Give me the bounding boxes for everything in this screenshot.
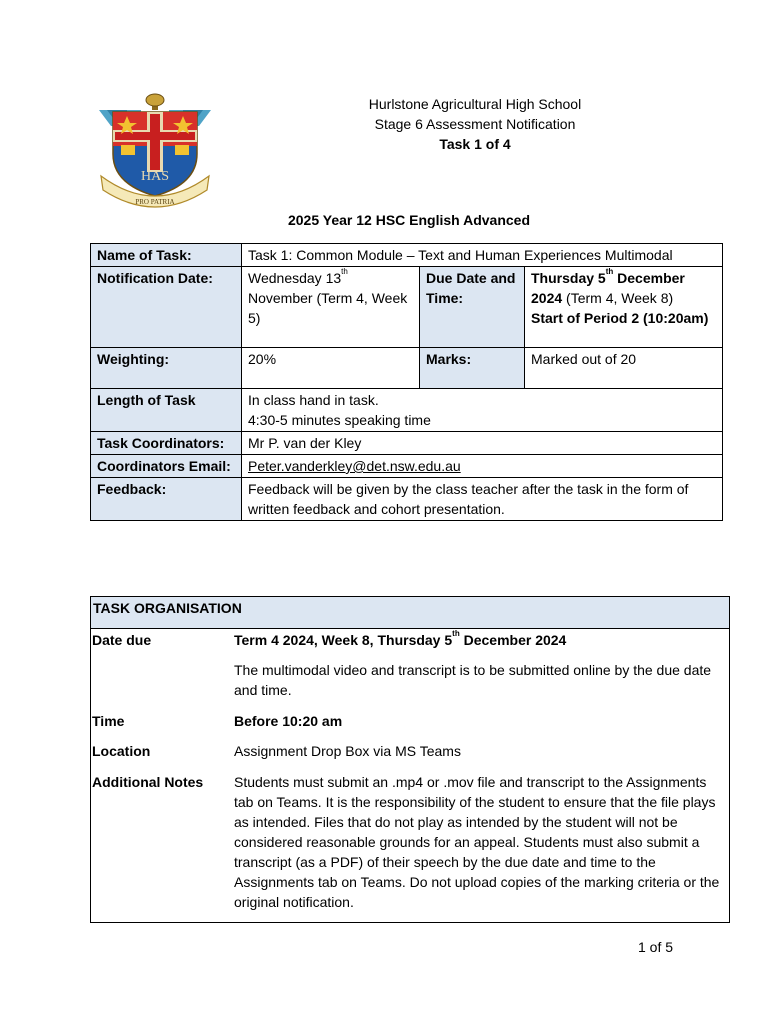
svg-text:HAS: HAS <box>140 169 170 184</box>
notes-label: Additional Notes <box>92 774 204 790</box>
coordinators-value: Mr P. van der Kley <box>242 432 723 455</box>
document-header <box>330 94 620 154</box>
table-row <box>91 267 723 348</box>
table-row <box>91 389 723 432</box>
task-organisation-table <box>90 596 730 923</box>
name-label: Name of Task: <box>91 244 242 267</box>
weighting-value: 20% <box>242 348 420 389</box>
notes-value: Students must submit an .mp4 or .mov file and transcript to the Assignments tab on Teams. It is the responsibility of the student to ensure that the file plays as intended. Files that do not play as intended by the student will not be considered reasonable grounds for an appeal. Students must also submit a transcript (as a PDF) of their speech by the due date and time to the Assignments tab on Teams. Do not upload copies of the marking criteria or the original notification. <box>234 774 720 910</box>
time-label: Time <box>92 713 125 729</box>
table-row <box>91 711 729 731</box>
table-row <box>91 772 729 912</box>
school-crest-logo <box>97 92 213 212</box>
location-value: Assignment Drop Box via MS Teams <box>234 743 461 759</box>
marks-label: Marks: <box>420 348 525 389</box>
feedback-value: Feedback will be given by the class teacher after the task in the form of written feedback and cohort presentation. <box>242 478 723 521</box>
table-row <box>91 455 723 478</box>
location-label: Location <box>92 743 151 759</box>
time-value: Before 10:20 am <box>234 713 343 729</box>
svg-text:PRO PATRIA: PRO PATRIA <box>135 198 175 206</box>
due-value: Thursday 5th December 2024 (Term 4, Week 8) Start of Period 2 (10:20am) <box>525 267 723 348</box>
length-value: In class hand in task. 4:30-5 minutes speaking time <box>242 389 723 432</box>
coordinators-label: Task Coordinators: <box>91 432 242 455</box>
table-row <box>91 244 723 267</box>
table-row <box>91 348 723 389</box>
due-label: Due Date and Time: <box>420 267 525 348</box>
table-row <box>91 660 729 700</box>
task-number: Task 1 of 4 <box>439 136 511 152</box>
date-label: Date due <box>92 632 152 648</box>
table-row <box>91 741 729 761</box>
date-value: Term 4 2024, Week 8, Thursday 5th December 2024 <box>234 629 567 648</box>
page-number: 1 of 5 <box>638 939 674 955</box>
school-name: Hurlstone Agricultural High School <box>368 96 582 112</box>
notification-label: Notification Date: <box>91 267 242 348</box>
email-link[interactable]: Peter.vanderkley@det.nsw.edu.au <box>242 455 723 478</box>
date-note: The multimodal video and transcript is to be submitted online by the due date and time. <box>234 662 712 698</box>
table-row <box>91 432 723 455</box>
document-title: 2025 Year 12 HSC English Advanced <box>287 212 530 228</box>
email-label: Coordinators Email: <box>91 455 242 478</box>
notification-subtitle: Stage 6 Assessment Notification <box>374 116 576 132</box>
notification-value: Wednesday 13th November (Term 4, Week 5) <box>242 267 420 348</box>
weighting-label: Weighting: <box>91 348 242 389</box>
table-row <box>91 478 723 521</box>
marks-value: Marked out of 20 <box>525 348 723 389</box>
organisation-title: TASK ORGANISATION <box>91 597 729 629</box>
feedback-label: Feedback: <box>91 478 242 521</box>
task-details-table <box>90 243 723 521</box>
length-label: Length of Task <box>91 389 242 432</box>
table-row <box>91 630 729 650</box>
name-value: Task 1: Common Module – Text and Human Experiences Multimodal <box>242 244 723 267</box>
